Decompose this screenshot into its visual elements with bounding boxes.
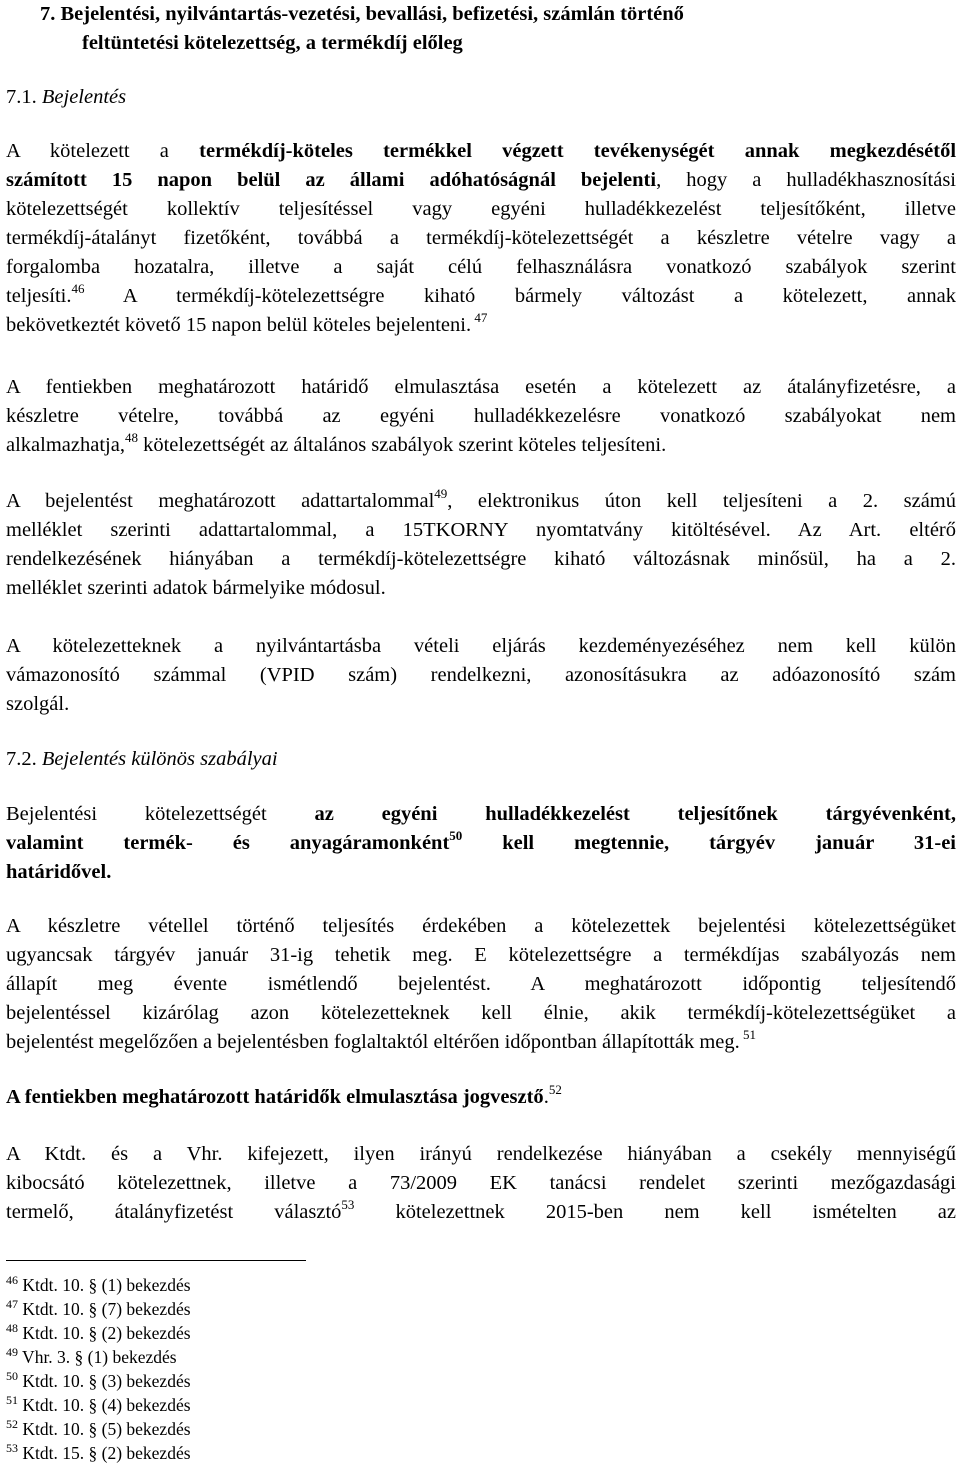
text-line: vámazonosító számmal (VPID szám) rendelkezni, azonosításukra az adóazonosító szám (6, 664, 956, 686)
text-line: határidővel. (6, 861, 112, 883)
text-line: melléklet szerinti adatok bármelyike módosul. (6, 577, 386, 599)
text-line: forgalomba hozatalra, illetve a saját célú felhasználásra vonatkozó szabályok szerint (6, 256, 956, 278)
section-7-1-title: Bejelentés (41, 86, 127, 108)
text-line (6, 282, 956, 311)
text-run: , elektronikus úton kell teljesíteni a 2. számú (447, 490, 956, 512)
footnote-text: Ktdt. 10. § (7) bekezdés (18, 1299, 191, 1319)
footnote-number: 47 (6, 1297, 18, 1311)
text-line (6, 487, 956, 516)
footnote-number: 46 (6, 1273, 18, 1287)
text-line (6, 431, 956, 460)
text-run: kötelezettségét az általános szabályok szerint köteles teljesíteni. (137, 434, 667, 456)
paragraph-vpid (6, 632, 956, 719)
text-line: termékdíj-átalányt fizetőként, továbbá a termékdíj-kötelezettségét a készletre vételre vagy a (6, 227, 956, 249)
paragraph-annual-notification (6, 800, 956, 887)
paragraph-deadline-consequence (6, 373, 956, 460)
footnote-ref: 50 (449, 828, 463, 843)
chapter-heading-line-2: feltüntetési kötelezettség, a termékdíj előleg (82, 32, 463, 54)
footnote-ref: 46 (71, 281, 85, 296)
section-7-2-number: 7.2. (6, 748, 42, 770)
text-run-bold: valamint termék- és anyagáramonként (6, 832, 450, 854)
text-run-bold: kell megtennie, tárgyév január 31-ei (462, 832, 956, 854)
footnote-item (6, 1441, 191, 1465)
text-run-bold: termékdíj-köteles termékkel végzett tevékenységét annak megkezdésétől (199, 140, 957, 162)
section-7-1-number: 7.1. (6, 86, 42, 108)
paragraph-small-emitters (6, 1140, 956, 1227)
chapter-heading (6, 0, 956, 58)
footnote-text: Ktdt. 15. § (2) bekezdés (18, 1443, 191, 1463)
text-run: Bejelentési kötelezettségét (6, 803, 315, 825)
paragraph-notification-duty (6, 137, 956, 340)
text-line: készletre vételre, továbbá az egyéni hulladékkezelésre vonatkozó szabályokat nem (6, 405, 956, 427)
footnote-ref: 47 (471, 310, 488, 325)
section-7-2-heading (6, 745, 956, 774)
footnote-number: 52 (6, 1417, 18, 1431)
footnote-text: Ktdt. 10. § (5) bekezdés (18, 1419, 191, 1439)
footnote-item (6, 1273, 191, 1297)
footnote-text: Ktdt. 10. § (4) bekezdés (18, 1395, 191, 1415)
text-run: kötelezettnek 2015-ben nem kell ismételten az (354, 1201, 957, 1223)
section-7-1-heading (6, 83, 956, 112)
text-line (6, 829, 956, 858)
text-line: A készletre vétellel történő teljesítés érdekében a kötelezettek bejelentési kötelezettségüket (6, 915, 956, 937)
text-line (6, 166, 956, 195)
footnote-ref: 49 (434, 486, 448, 501)
footnote-ref: 53 (341, 1197, 355, 1212)
text-line: ugyancsak tárgyév január 31-ig tehetik meg. E kötelezettségre a termékdíjas szabályozás nem (6, 944, 956, 966)
text-run: A termékdíj-kötelezettségre kiható bármely változást a kötelezett, annak (84, 285, 956, 307)
text-line: A Ktdt. és a Vhr. kifejezett, ilyen irányú rendelkezése hiányában a csekély mennyiségű (6, 1143, 956, 1165)
footnote-text: Ktdt. 10. § (2) bekezdés (18, 1323, 191, 1343)
section-7-2-title: Bejelentés különös szabályai (41, 748, 278, 770)
footnote-number: 48 (6, 1321, 18, 1335)
text-run: bekövetkeztét követő 15 napon belül köteles bejelenteni. (6, 314, 472, 336)
text-line (6, 137, 956, 166)
footnote-item (6, 1321, 191, 1345)
footnote-item (6, 1297, 191, 1321)
text-run: , hogy a hulladékhasznosítási (656, 169, 956, 191)
text-line: kibocsátó kötelezettnek, illetve a 73/2009 EK tanácsi rendelet szerinti mezőgazdasági (6, 1172, 956, 1194)
text-line: szolgál. (6, 693, 70, 715)
text-line: kötelezettségét kollektív teljesítéssel vagy egyéni hulladékkezelést teljesítőként, illetve (6, 198, 956, 220)
text-line (6, 1198, 956, 1227)
footnote-item (6, 1345, 177, 1369)
footnote-number: 53 (6, 1441, 18, 1455)
footnote-item (6, 1369, 191, 1393)
footnote-ref: 52 (548, 1082, 562, 1097)
text-run: teljesíti. (6, 285, 72, 307)
footnote-ref: 51 (739, 1027, 756, 1042)
text-run: . (543, 1086, 549, 1108)
chapter-heading-line-1: 7. Bejelentési, nyilvántartás-vezetési, bevallási, befizetési, számlán történő (40, 3, 684, 25)
text-run: A bejelentést meghatározott adattartalommal (6, 490, 435, 512)
text-run-bold: A fentiekben meghatározott határidők elmulasztása jogvesztő (6, 1086, 544, 1108)
footnote-text: Ktdt. 10. § (3) bekezdés (18, 1371, 191, 1391)
footnote-number: 51 (6, 1393, 18, 1407)
text-line: bejelentéssel kizárólag azon kötelezetteknek kell élnie, akik termékdíj-kötelezettségüket a (6, 1002, 956, 1024)
text-line (6, 1028, 956, 1057)
text-line: A kötelezetteknek a nyilvántartásba vételi eljárás kezdeményezéséhez nem kell külön (6, 635, 956, 657)
paragraph-stock-intake (6, 912, 956, 1057)
text-run: bejelentést megelőzően a bejelentésben foglaltaktól eltérően időpontban állapították meg. (6, 1031, 740, 1053)
text-line (6, 311, 956, 340)
footnote-item (6, 1393, 191, 1417)
footnote-number: 50 (6, 1369, 18, 1383)
text-line: állapít meg évente ismétlendő bejelentést. A meghatározott időpontig teljesítendő (6, 973, 956, 995)
text-run-bold: az egyéni hulladékkezelést teljesítőnek tárgyévenként, (314, 803, 956, 825)
text-line: A fentiekben meghatározott határidő elmulasztása esetén a kötelezett az átalányfizetésre, a (6, 376, 956, 398)
paragraph-electronic-filing (6, 487, 956, 603)
text-run: termelő, átalányfizetést választó (6, 1201, 342, 1223)
paragraph-forfeiture (6, 1083, 956, 1112)
footnote-number: 49 (6, 1345, 18, 1359)
footnote-separator (6, 1260, 306, 1261)
footnote-text: Vhr. 3. § (1) bekezdés (18, 1347, 177, 1367)
footnote-item (6, 1417, 191, 1441)
text-line (6, 800, 956, 829)
text-line: rendelkezésének hiányában a termékdíj-kötelezettségre kiható változásnak minősül, ha a 2. (6, 548, 956, 570)
text-run: A kötelezett a (6, 140, 200, 162)
text-line: melléklet szerinti adattartalommal, a 15TKORNY nyomtatvány kitöltésével. Az Art. eltérő (6, 519, 956, 541)
footnote-text: Ktdt. 10. § (1) bekezdés (18, 1275, 191, 1295)
text-run: alkalmazhatja, (6, 434, 125, 456)
text-run-bold: számított 15 napon belül az állami adóhatóságnál bejelenti (6, 169, 657, 191)
footnote-ref: 48 (124, 430, 138, 445)
